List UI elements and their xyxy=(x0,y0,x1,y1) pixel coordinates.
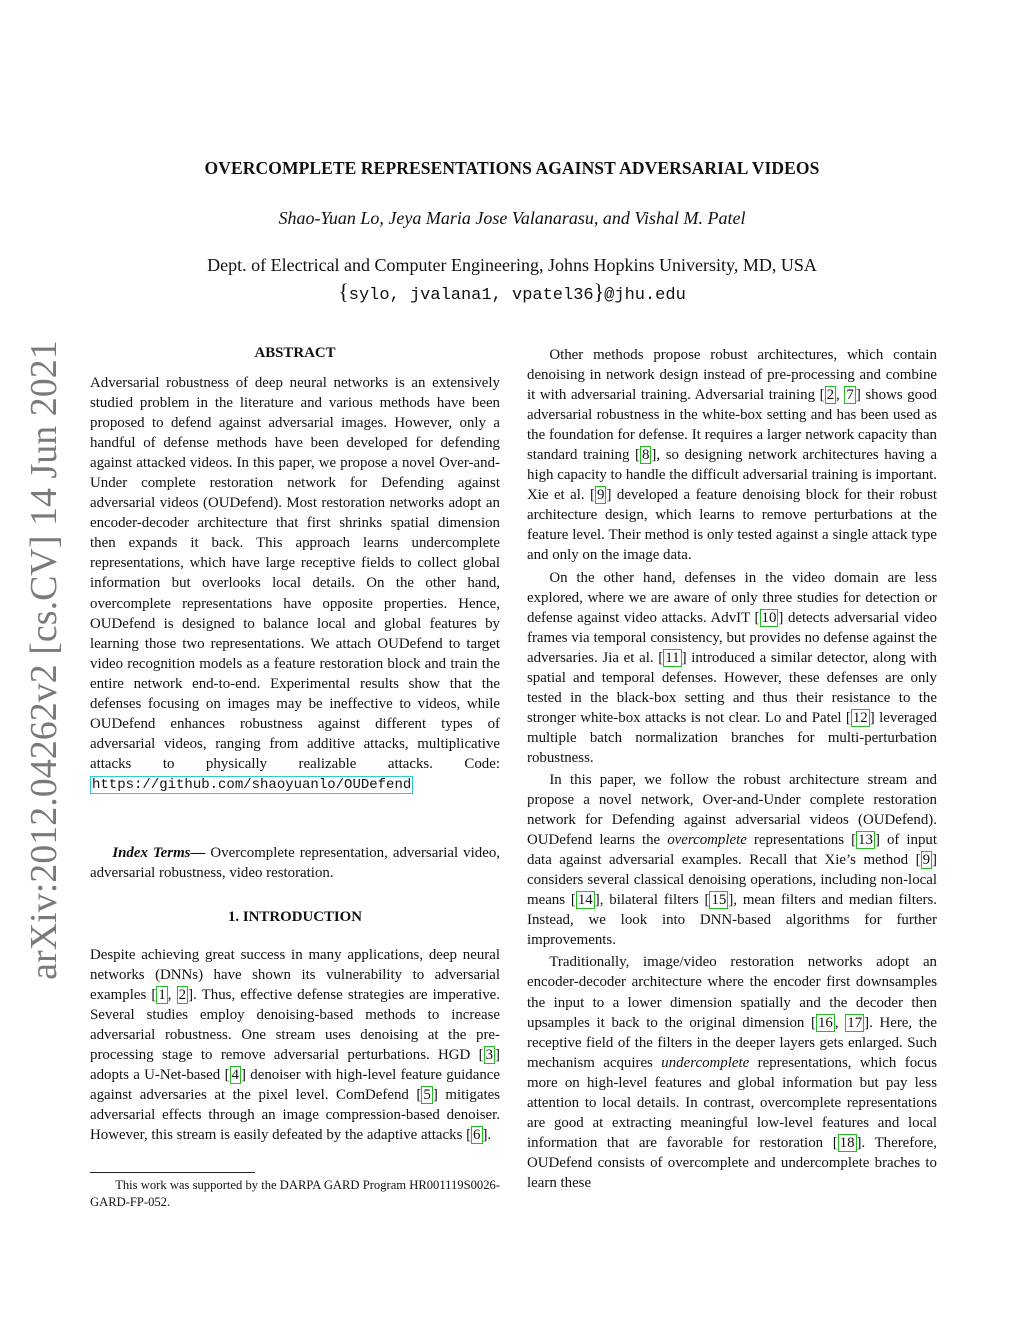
footnote: This work was supported by the DARPA GARD Program HR001119S0026-GARD-FP-052. xyxy=(90,1178,500,1209)
citation-link[interactable]: 2 xyxy=(178,987,187,1004)
author-list: Shao-Yuan Lo, Jeya Maria Jose Valanarasu, and Vishal M. Patel xyxy=(278,208,746,228)
citation-link[interactable]: 18 xyxy=(839,1134,855,1151)
author-emails: {sylo, jvalana1, vpatel36}@jhu.edu xyxy=(338,279,686,305)
footnote-rule xyxy=(90,1172,255,1173)
abstract-body xyxy=(90,373,500,795)
citation-link[interactable]: 9 xyxy=(597,487,605,504)
right-paragraph-4: Traditionally, image/video restoration networks adopt an encoder-decoder architecture where the encoder first downsamples the input to a lower dimension spatially and the decoder then upsamples it back to the original dimension [ 16 , 17 ]. Here, the receptive field of the filters in the deeper layers gets enlarged. Such mechanism acquires undercomplete representations, which focus more on high-level features and global information but pay less attention to local details. In contrast, overcomplete representations are good at extracting meaningful low-level features and local information that are favorable for restoration [ 18 ]. Therefore, OUDefend consists of overcomplete and undercomplete braches to learn these xyxy=(527,954,937,1191)
introduction-heading: 1. INTRODUCTION xyxy=(227,909,363,925)
citation-link[interactable]: 16 xyxy=(817,1014,833,1031)
citation-link[interactable]: 14 xyxy=(577,892,593,909)
abstract-text: Adversarial robustness of deep neural networks is an extensively studied problem in the literature and various methods have been proposed to defend against adversarial images. However, only a handful of defense methods have been developed for defending against attacked videos. In this paper, we propose a novel Over-and-Under complete restoration network for Defending against adversarial videos (OUDefend). Most restoration networks adopt an encoder-decoder architecture that first shrinks spatial dimension then expands it back. This approach learns undercomplete representations, which have large receptive fields to collect global information but overlooks local details. On the other hand, overcomplete representations have opposite properties. Hence, OUDefend is designed to balance local and global features by learning those two representations. We attach OUDefend to target video recognition models as a feature restoration block and train the entire network end-to-end. Experimental results show that the defenses focusing on images may be ineffective to videos, while OUDefend enhances robustness against different types of adversarial videos, ranging from additive attacks, multiplicative attacks to physically realizable attacks. Code: xyxy=(90,375,500,772)
citation-link[interactable]: 8 xyxy=(641,447,650,464)
affiliation: Dept. of Electrical and Computer Engineering, Johns Hopkins University, MD, USA xyxy=(207,255,817,275)
citation-link[interactable]: 4 xyxy=(231,1067,239,1084)
right-column xyxy=(527,345,937,1193)
citation-link[interactable]: 6 xyxy=(473,1127,481,1144)
citation-link[interactable]: 1 xyxy=(158,987,166,1004)
citation-link[interactable]: 11 xyxy=(665,649,680,666)
citation-link[interactable]: 5 xyxy=(423,1087,431,1104)
citation-link[interactable]: 15 xyxy=(711,892,727,909)
index-terms-label: Index Terms— xyxy=(112,845,206,861)
right-paragraph-1: Other methods propose robust architectures, which contain denoising in network design instead of pre-processing and combine it with adversarial training. Adversarial training [ 2 , 7 ] shows good adversarial robustness in the white-box setting and has been used as the foundation for defense. It requires a larger network capacity than standard training [ 8 ], so designing network architectures having a high capacity to handle the difficult adversarial training is important. Xie et al. [ 9 ] developed a feature denoising block for their robust architecture design, which learns to remove perturbations at the feature level. Their method is only tested against a single attack type and only on the image data. xyxy=(527,347,937,564)
citation-link[interactable]: 12 xyxy=(852,709,868,726)
index-terms xyxy=(90,843,500,883)
abstract-heading: ABSTRACT xyxy=(254,345,336,361)
introduction-body xyxy=(90,945,500,1145)
code-link[interactable]: https://github.com/shaoyuanlo/OUDefend xyxy=(92,776,412,793)
paper-title: OVERCOMPLETE REPRESENTATIONS AGAINST ADVERSARIAL VIDEOS xyxy=(204,158,820,178)
right-paragraph-2: On the other hand, defenses in the video domain are less explored, where we are aware of only three studies for detection or defense against video attacks. AdvIT [ 10 ] detects adversarial video frames via temporal consistency, but provides no defense against the adversaries. Jia et al. [ 11 ] introduced a similar detector, along with spatial and temporal defenses. However, these defenses are only tested in the black-box setting and thus their resistance to the stronger white-box attacks is not clear. Lo and Patel [ 12 ] leveraged multiple batch normalization branches for multi-perturbation robustness. xyxy=(527,569,937,766)
right-paragraph-3: In this paper, we follow the robust architecture stream and propose a novel network, Over-and-Under complete restoration network for Defending against adversarial videos (OUDefend). OUDefend learns the overcomplete representations [ 13 ] of input data against adversarial examples. Recall that Xie’s method [ 9 ] considers several classical denoising operations, including non-local means [ 14 ], bilateral filters [ 15 ], mean filters and median filters. Instead, we look into DNN-based algorithms for further improvements. xyxy=(527,771,937,949)
arxiv-stamp-text: arXiv:2012.04262v2 [cs.CV] 14 Jun 2021 xyxy=(23,340,65,980)
citation-link[interactable]: 9 xyxy=(922,852,931,869)
citation-link[interactable]: 13 xyxy=(858,832,873,849)
arxiv-stamp xyxy=(22,340,66,980)
citation-link[interactable]: 17 xyxy=(847,1014,863,1031)
intro-paragraph-1: Despite achieving great success in many applications, deep neural networks (DNNs) have shown its vulnerability to adversarial examples [ 1 , 2 ]. Thus, effective defense strategies are imperative. Several studies employ denoising-based methods to increase adversarial robustness. One stream uses denoising at the pre-processing stage to remove adversarial perturbations. HGD [ 3 ] adopts a U-Net-based [ 4 ] denoiser with high-level feature guidance against adversaries at the pixel level. ComDefend [ 5 ] mitigates adversarial effects through an image compression-based denoiser. However, this stream is easily defeated by the adaptive attacks [ 6 ]. xyxy=(90,947,501,1144)
citation-link[interactable]: 2 xyxy=(826,387,835,404)
citation-link[interactable]: 3 xyxy=(485,1047,494,1064)
citation-link[interactable]: 10 xyxy=(761,609,777,626)
index-terms-text: Overcomplete representation, adversarial video, adversarial robustness, video restoration. xyxy=(90,845,500,882)
citation-link[interactable]: 7 xyxy=(846,387,854,404)
